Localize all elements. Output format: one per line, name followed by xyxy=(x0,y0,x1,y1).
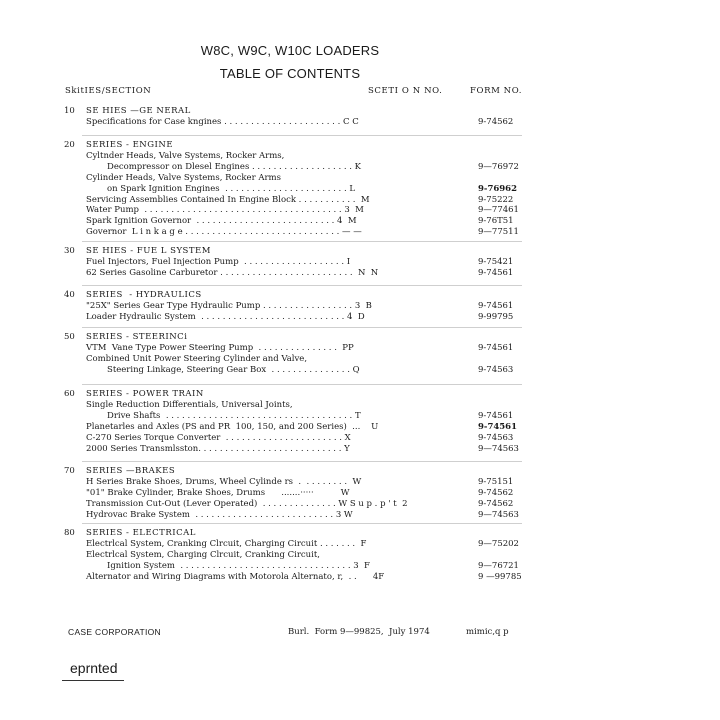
form-number: 9-74562 xyxy=(478,488,514,499)
contents-entry: Decompressor on Dlesel Engines . . . . . . . . . . . . . . . . . . . K xyxy=(107,162,362,173)
column-header-section-no: SCETI O N NO. xyxy=(368,86,443,96)
contents-entry: Electrlcal System, Charging Clrcuit, Cranking Circuit, xyxy=(86,550,320,561)
contents-entry: 62 Series Gasoline Carburetor . . . . . . . . . . . . . . . . . . . . . . . . . N N xyxy=(86,268,379,279)
document-title: W8C, W9C, W10C LOADERS xyxy=(200,43,380,58)
contents-entry: Governor L i n k a g e . . . . . . . . . . . . . . . . . . . . . . . . . . . . . — — xyxy=(86,226,362,237)
form-number: 9-74561 xyxy=(478,301,514,312)
contents-entry: Combined Unit Power Steering Cylinder and Valve, xyxy=(86,354,308,365)
column-header-form-no: FORM NO. xyxy=(470,86,523,96)
contents-entry: Hydrovac Brake System . . . . . . . . . . . . . . . . . . . . . . . . . . 3 W xyxy=(86,509,353,520)
form-number: 9-74562 xyxy=(478,498,514,509)
contents-entry: Alternator and Wiring Diagrams with Motorola Alternato, r, . . 4F xyxy=(86,571,385,582)
contents-entry: Loader Hydraulic System . . . . . . . . . . . . . . . . . . . . . . . . . . . 4 D xyxy=(86,312,365,323)
section-number: 70 xyxy=(64,466,75,476)
section-divider xyxy=(82,523,522,524)
section-title: SERIES —BRAKES xyxy=(86,466,176,476)
form-number: 9—76972 xyxy=(478,162,519,173)
contents-entry: Electrlcal System, Cranking Clrcuit, Charging Circuit . . . . . . . F xyxy=(86,539,367,550)
form-number: 9-99795 xyxy=(478,312,514,323)
stamp-underline xyxy=(62,680,124,681)
section-title: SERIES - STEERINCi xyxy=(86,332,188,342)
section-title: SE HIES —GE NERAL xyxy=(86,106,191,116)
contents-entry: 2000 Series Transmlsston. . . . . . . . . . . . . . . . . . . . . . . . . . . Y xyxy=(86,443,350,454)
contents-entry: Planetarles and Axles (PS and PR 100, 150, and 200 Series) ... U xyxy=(86,421,379,432)
contents-entry: Specifications for Case kngines . . . . . . . . . . . . . . . . . . . . . . C C xyxy=(86,117,359,128)
reprinted-stamp: eprnted xyxy=(70,660,118,676)
form-number: 9-74561 xyxy=(478,343,514,354)
form-number: 9—77461 xyxy=(478,205,519,216)
contents-entry: Servicing Assemblies Contained In Engine Block . . . . . . . . . . . M xyxy=(86,194,370,205)
contents-entry: Cyltnder Heads, Valve Systems, Rocker Arms, xyxy=(86,151,285,162)
section-divider xyxy=(82,327,522,328)
section-title: SERIES - POWER TRAIN xyxy=(86,389,204,399)
form-number: 9-74563 xyxy=(478,364,514,375)
form-number: 9-76962 xyxy=(478,183,518,194)
section-title: SE HIES - FUE L SYSTEM xyxy=(86,246,211,256)
form-number: 9-75421 xyxy=(478,257,514,268)
contents-entry: H Series Brake Shoes, Drums, Wheel Cylinde rs . . . . . . . . . W xyxy=(86,477,362,488)
section-number: 60 xyxy=(64,389,75,399)
contents-entry: Steering Linkage, Steering Gear Box . . . . . . . . . . . . . . . Q xyxy=(107,364,360,375)
section-divider xyxy=(82,384,522,385)
contents-entry: Cylinder Heads, Valve Systems, Rocker Arms xyxy=(86,172,281,183)
column-header-section: SkitIES/SECTION xyxy=(65,86,152,96)
form-number: 9—74563 xyxy=(478,509,519,520)
section-title: SERIES - ENGINE xyxy=(86,140,174,150)
section-divider xyxy=(82,461,522,462)
footer-form-line: Burl. Form 9—99825, July 1974 xyxy=(288,627,430,637)
form-number: 9-76T51 xyxy=(478,216,514,227)
footer-code: mimic,q p xyxy=(466,627,509,637)
contents-entry: Drive Shafts . . . . . . . . . . . . . . . . . . . . . . . . . . . . . . . . . . . T xyxy=(107,411,361,422)
form-number: 9-75151 xyxy=(478,477,514,488)
contents-entry: Spark Ignition Governor . . . . . . . . . . . . . . . . . . . . . . . . . . 4 M xyxy=(86,216,357,227)
form-number: 9-74561 xyxy=(478,411,514,422)
contents-entry: "25X" Series Gear Type Hydraulic Pump . . . . . . . . . . . . . . . . . 3 B xyxy=(86,301,372,312)
contents-entry: C-270 Series Torque Converter . . . . . . . . . . . . . . . . . . . . . . X xyxy=(86,432,351,443)
form-number: 9—77511 xyxy=(478,226,519,237)
form-number: 9-74563 xyxy=(478,432,514,443)
section-divider xyxy=(82,135,522,136)
footer-company: CASE CORPORATION xyxy=(68,627,161,637)
section-number: 40 xyxy=(64,290,75,300)
form-number: 9—76721 xyxy=(478,560,519,571)
contents-entry: VTM Vane Type Power Steering Pump . . . . . . . . . . . . . . . PP xyxy=(86,343,354,354)
form-number: 9 —99785 xyxy=(478,571,522,582)
form-number: 9-74561 xyxy=(478,421,518,432)
section-number: 20 xyxy=(64,140,75,150)
section-number: 10 xyxy=(64,106,75,116)
contents-entry: Fuel Injectors, Fuel Injection Pump . . . . . . . . . . . . . . . . . . . I xyxy=(86,257,351,268)
contents-entry: "01" Brake Cylinder, Brake Shoes, Drums .......····· W xyxy=(86,488,350,499)
contents-entry: Ignition System . . . . . . . . . . . . . . . . . . . . . . . . . . . . . . . . 3 F xyxy=(107,560,370,571)
contents-entry: on Spark Ignition Engines . . . . . . . . . . . . . . . . . . . . . . . L xyxy=(107,183,356,194)
section-number: 30 xyxy=(64,246,75,256)
form-number: 9—74563 xyxy=(478,443,519,454)
section-divider xyxy=(82,241,522,242)
document-subtitle: TABLE OF CONTENTS xyxy=(219,66,361,81)
section-number: 50 xyxy=(64,332,75,342)
contents-entry: Single Reduction Differentials, Universal Joints, xyxy=(86,400,293,411)
section-title: SERIES - HYDRAULICS xyxy=(86,290,202,300)
form-number: 9—75202 xyxy=(478,539,519,550)
contents-entry: Water Pump . . . . . . . . . . . . . . . . . . . . . . . . . . . . . . . . . . . . . 3 M xyxy=(86,205,364,216)
contents-entry: Transmission Cut-Out (Lever Operated) . . . . . . . . . . . . . . W S u p . p ' t 2 xyxy=(86,498,408,509)
form-number: 9-75222 xyxy=(478,194,514,205)
section-title: SERIES - ELECTRICAL xyxy=(86,528,196,538)
section-number: 80 xyxy=(64,528,75,538)
form-number: 9-74562 xyxy=(478,117,514,128)
form-number: 9-74561 xyxy=(478,268,514,279)
section-divider xyxy=(82,285,522,286)
